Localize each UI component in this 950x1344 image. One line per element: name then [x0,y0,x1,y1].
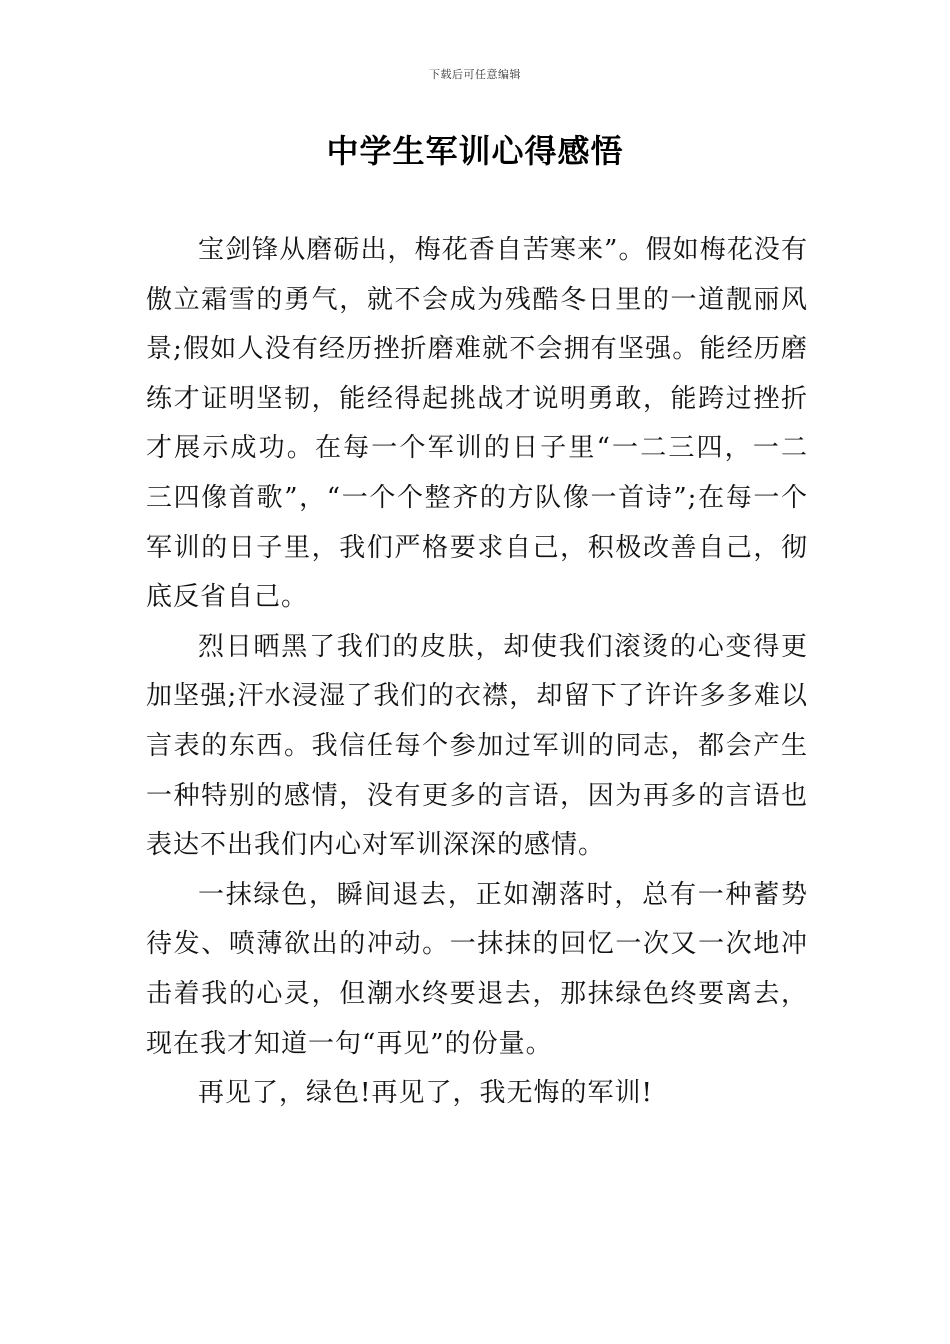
document-title: 中学生军训心得感悟 [326,132,624,170]
paragraph-4: 再见了，绿色!再见了，我无悔的军训! [198,1078,653,1109]
paragraph-3: 一抹绿色，瞬间退去，正如潮落时，总有一种蓄势待发、喷薄欲出的冲动。一抹抹的回忆一次又一次地冲击着我的心灵，但潮水终要退去，那抹绿色终要离去，现在我才知道一句“再见”的份量。 [146,879,808,1059]
paragraph-2: 烈日晒黑了我们的皮肤，却使我们滚烫的心变得更加坚强;汗水浸湿了我们的衣襟，却留下了许许多多难以言表的东西。我信任每个参加过军训的同志，都会产生一种特别的感情，没有更多的言语，因为再多的言语也表达不出我们内心对军训深深的感情。 [146,631,808,861]
header-note: 下载后可任意编辑 [429,68,521,81]
document-body [146,226,808,1119]
paragraph-1: 宝剑锋从磨砺出，梅花香自苦寒来”。假如梅花没有傲立霜雪的勇气，就不会成为残酷冬日里的一道靓丽风景;假如人没有经历挫折磨难就不会拥有坚强。能经历磨练才证明坚韧，能经得起挑战才说明勇敢，能跨过挫折才展示成功。在每一个军训的日子里“一二三四，一二三四像首歌”，“一个个整齐的方队像一首诗”;在每一个军训的日子里，我们严格要求自己，积极改善自己，彻底反省自己。 [146,235,808,613]
